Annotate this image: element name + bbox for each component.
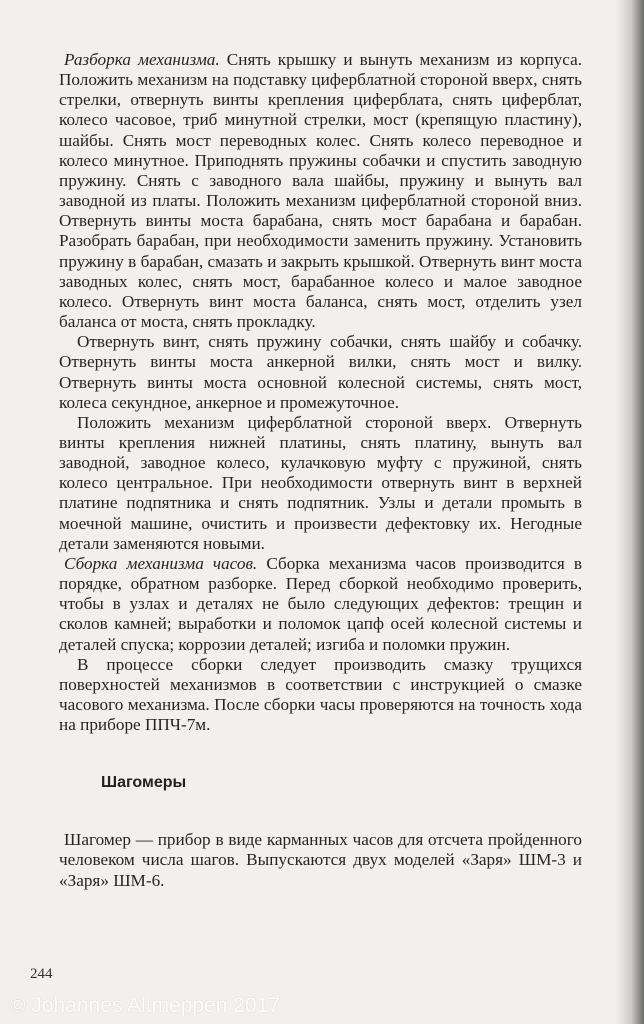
paragraph-pedometer: Шагомер — прибор в виде карманных часов для отсчета пройденного человеком числа шагов. Выпускаются двух моделей «Заря» ШМ-3 и «Заря» ШМ-6. — [59, 830, 582, 890]
paragraph-disassembly — [59, 50, 582, 332]
assembly-lead: Сборка механизма часов. — [64, 553, 258, 573]
paragraph-place-mechanism: Положить механизм циферблатной стороной вверх. Отвернуть винты крепления нижней платины, снять платину, вынуть вал заводной, заводное колесо, кулачковую муфту с пружиной, снять колесо центральное. При необходимости отвернуть винт в верхней платине подпятника и снять подпятник. Узлы и детали промыть в моечной машине, очистить и произвести дефектовку их. Негодные детали заменяются новыми. — [59, 412, 582, 553]
disassembly-lead: Разборка механизма. — [64, 50, 220, 69]
disassembly-text: Снять крышку и вынуть механизм из корпуса. Положить механизм на подставку циферблатной стороной вверх, снять стрелки, отвернуть винты крепления циферблата, снять циферблат, колесо часовое, триб минутной стрелки, мост (крепящую пластину), шайбы. Снять мост переводных колес. Снять колесо переводное и колесо минутное. Приподнять пружины собачки и спустить заводную пружину. Снять с заводного вала шайбы, пружину и вынуть вал заводной из платы. Положить механизм циферблатной стороной вниз. Отвернуть винты моста барабана, снять мост барабана и барабан. Разобрать барабан, при необходимости заменить пружину. Установить пружину в барабан, смазать и закрыть крышкой. Отвернуть винт моста заводных колес, снять мост, барабанное колесо и малое заводное колесо. Отвернуть винт моста баланса, снять мост, отделить узел баланса от моста, снять прокладку. — [59, 50, 583, 332]
copyright-watermark: © Johannes Altmeppen 2017 — [10, 994, 281, 1017]
paragraph-unscrew: Отвернуть винт, снять пружину собачки, снять шайбу и собачку. Отвернуть винты моста анкерной вилки, снять мост и вилку. Отвернуть винты моста основной колесной системы, снять мост, колеса секундное, анкерное и промежуточное. — [59, 332, 582, 412]
page-content — [59, 50, 582, 891]
page-number: 244 — [30, 966, 53, 982]
section-heading: Шагомеры — [101, 774, 187, 792]
assembly-text: Сборка механизма часов производится в порядке, обратном разборке. Перед сборкой необходимо проверить, чтобы в узлах и деталях не было следующих дефектов: трещин и сколов камней; выработки и поломок цапф осей колесной системы и деталей спуска; коррозии деталей; изгиба и поломки пружин. — [59, 553, 582, 654]
paragraph-assembly — [59, 554, 582, 655]
page-edge-shadow — [616, 0, 644, 1024]
paragraph-lubrication: В процессе сборки следует производить смазку трущихся поверхностей механизмов в соответствии с инструкцией о смазке часового механизма. После сборки часы проверяются на точность хода на приборе ППЧ-7м. — [59, 654, 582, 735]
